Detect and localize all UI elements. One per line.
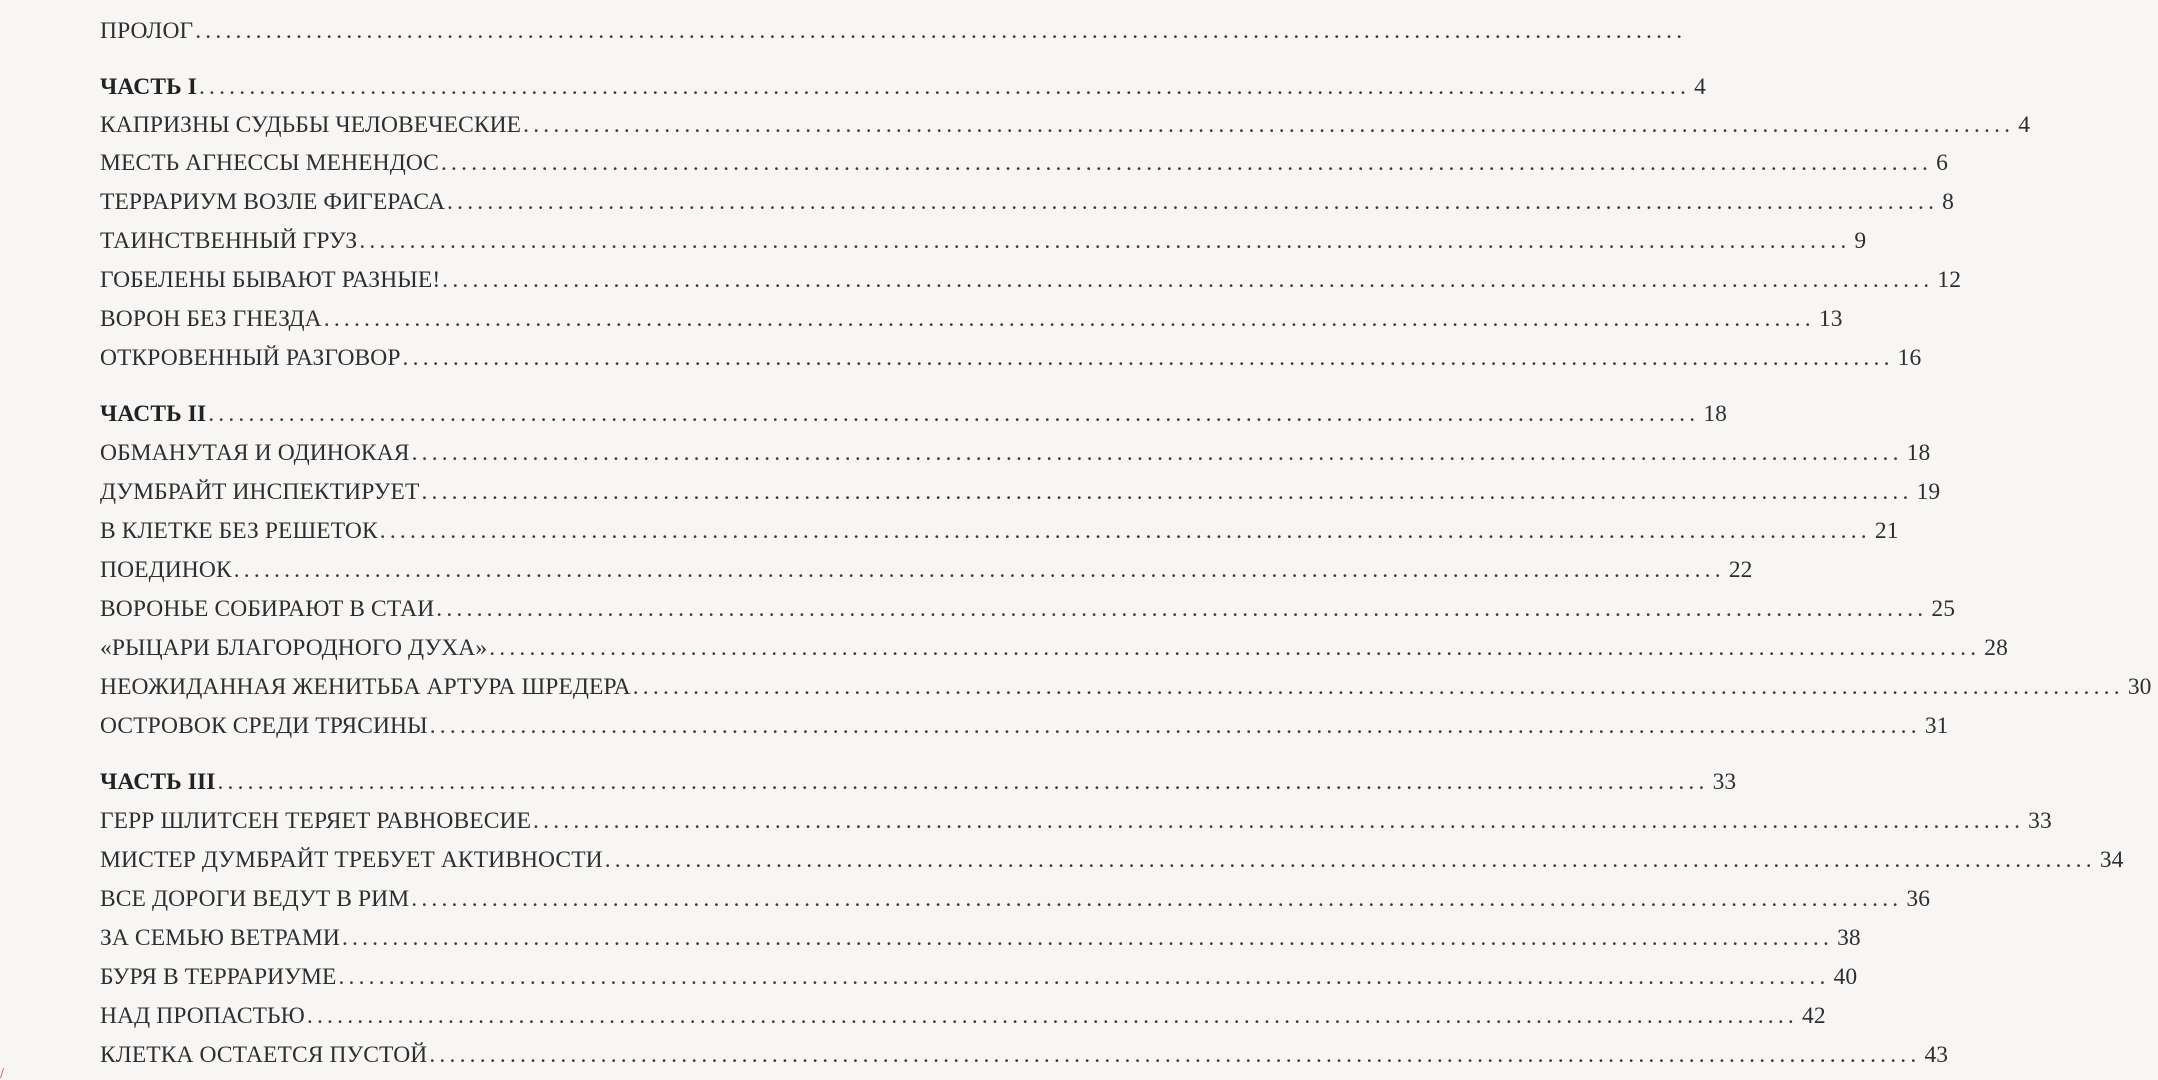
toc-entry bbox=[100, 804, 2052, 838]
toc-entry bbox=[100, 843, 2124, 877]
entry-title: БУРЯ В ТЕРРАРИУМЕ bbox=[100, 964, 337, 990]
toc-entry bbox=[100, 670, 2152, 704]
page-number: 6 bbox=[1936, 150, 1948, 176]
entry-title: ТЕРРАРИУМ ВОЗЛЕ ФИГЕРАСА bbox=[100, 189, 446, 215]
entry-title: ГЕРР ШЛИТСЕН ТЕРЯЕТ РАВНОВЕСИЕ bbox=[100, 808, 532, 834]
entry-title: ЗА СЕМЬЮ ВЕТРАМИ bbox=[100, 925, 340, 951]
entry-title: ВСЕ ДОРОГИ ВЕДУТ В РИМ bbox=[100, 886, 410, 912]
entry-title: НЕОЖИДАННАЯ ЖЕНИТЬБА АРТУРА ШРЕДЕРА bbox=[100, 674, 631, 700]
toc-entry bbox=[100, 436, 1931, 470]
entry-title: НАД ПРОПАСТЬЮ bbox=[100, 1003, 305, 1029]
page-number: 33 bbox=[1712, 769, 1737, 795]
toc-entry bbox=[100, 631, 2008, 665]
page-number: 43 bbox=[1924, 1042, 1949, 1068]
dot-leader bbox=[412, 436, 1903, 470]
toc-entry bbox=[100, 1038, 1949, 1072]
dot-leader bbox=[380, 514, 1871, 548]
toc-entry-prologue bbox=[100, 14, 840, 48]
page-number: 18 bbox=[1703, 401, 1728, 427]
page-number: 25 bbox=[1931, 596, 1956, 622]
entry-title: МЕСТЬ АГНЕССЫ МЕНЕНДОС bbox=[100, 150, 439, 176]
dot-leader bbox=[442, 263, 1933, 297]
toc-entry bbox=[100, 592, 1956, 626]
dot-leader bbox=[411, 882, 1902, 916]
entry-title: МИСТЕР ДУМБРАЙТ ТРЕБУЕТ АКТИВНОСТИ bbox=[100, 847, 603, 873]
toc-entry bbox=[100, 185, 1955, 219]
toc-entry bbox=[100, 709, 1949, 743]
entry-title: ГОБЕЛЕНЫ БЫВАЮТ РАЗНЫЕ! bbox=[100, 267, 441, 293]
toc-entry bbox=[100, 341, 1922, 375]
toc-entry bbox=[100, 224, 1867, 258]
page-number: 18 bbox=[1906, 440, 1931, 466]
entry-title: КЛЕТКА ОСТАЕТСЯ ПУСТОЙ bbox=[100, 1042, 428, 1068]
dot-leader bbox=[307, 999, 1798, 1033]
toc-entry bbox=[100, 514, 1899, 548]
dot-leader bbox=[421, 475, 1912, 509]
toc-entry bbox=[100, 960, 1858, 994]
toc-part-1 bbox=[100, 70, 1706, 104]
dot-leader bbox=[208, 397, 1699, 431]
dot-leader bbox=[489, 631, 1980, 665]
page-number: 4 bbox=[2018, 112, 2031, 138]
toc-entry bbox=[100, 302, 1843, 336]
toc-entry bbox=[100, 108, 2031, 142]
toc-entry bbox=[100, 146, 1948, 180]
page-number: 38 bbox=[1837, 925, 1861, 951]
part-title: ЧАСТЬ III bbox=[100, 769, 216, 795]
entry-title: ДУМБРАЙТ ИНСПЕКТИРУЕТ bbox=[100, 479, 420, 505]
page-number: 34 bbox=[2099, 847, 2124, 873]
entry-title: КАПРИЗНЫ СУДЬБЫ ЧЕЛОВЕЧЕСКИЕ bbox=[100, 112, 522, 138]
page-number: 4 bbox=[1694, 74, 1706, 100]
entry-title: ОБМАНУТАЯ И ОДИНОКАЯ bbox=[100, 440, 410, 466]
page-number: 19 bbox=[1916, 479, 1941, 505]
dot-leader bbox=[447, 185, 1938, 219]
dot-leader bbox=[605, 843, 2096, 877]
dot-leader bbox=[436, 592, 1927, 626]
dot-leader bbox=[429, 1038, 1920, 1072]
toc-entry bbox=[100, 921, 1861, 955]
dot-leader bbox=[523, 108, 2014, 142]
dot-leader bbox=[234, 553, 1725, 587]
entry-title: ВОРОНЬЕ СОБИРАЮТ В СТАИ bbox=[100, 596, 435, 622]
dot-leader bbox=[217, 765, 1708, 799]
page-number: 30 bbox=[2127, 674, 2152, 700]
page-number: 36 bbox=[1906, 886, 1931, 912]
entry-title: ПРОЛОГ bbox=[100, 18, 194, 44]
page-number: 31 bbox=[1924, 713, 1949, 739]
toc-entry bbox=[100, 882, 1931, 916]
toc-part-2 bbox=[100, 397, 1728, 431]
dot-leader bbox=[199, 70, 1690, 104]
entry-title: ПОЕДИНОК bbox=[100, 557, 232, 583]
page-number: 16 bbox=[1897, 345, 1922, 371]
dot-leader bbox=[430, 709, 1921, 743]
page-number: 9 bbox=[1854, 228, 1867, 254]
toc-entry bbox=[100, 553, 1753, 587]
page-number: 21 bbox=[1874, 518, 1899, 544]
dot-leader bbox=[342, 921, 1833, 955]
dot-leader bbox=[324, 302, 1815, 336]
entry-title: ВОРОН БЕЗ ГНЕЗДА bbox=[100, 306, 322, 332]
entry-title: «РЫЦАРИ БЛАГОРОДНОГО ДУХА» bbox=[100, 635, 488, 661]
toc-entry bbox=[100, 999, 1826, 1033]
dot-leader bbox=[338, 960, 1829, 994]
entry-title: ОСТРОВОК СРЕДИ ТРЯСИНЫ bbox=[100, 713, 428, 739]
toc-entry bbox=[100, 475, 1941, 509]
entry-title: В КЛЕТКЕ БЕЗ РЕШЕТОК bbox=[100, 518, 378, 544]
dot-leader bbox=[403, 341, 1894, 375]
toc-part-3 bbox=[100, 765, 1737, 799]
entry-title: ОТКРОВЕННЫЙ РАЗГОВОР bbox=[100, 345, 401, 371]
dot-leader bbox=[633, 670, 2124, 704]
page-number: 33 bbox=[2028, 808, 2052, 834]
part-title: ЧАСТЬ I bbox=[100, 74, 197, 100]
entry-title: ТАИНСТВЕННЫЙ ГРУЗ bbox=[100, 228, 358, 254]
dot-leader bbox=[533, 804, 2024, 838]
toc-entry bbox=[100, 263, 1962, 297]
page-number: 8 bbox=[1942, 189, 1955, 215]
page-number: 12 bbox=[1937, 267, 1962, 293]
page-number: 28 bbox=[1984, 635, 2008, 661]
page-number: 22 bbox=[1728, 557, 1753, 583]
dot-leader bbox=[359, 224, 1850, 258]
edge-mark: / bbox=[0, 1066, 5, 1080]
page-number: 13 bbox=[1818, 306, 1843, 332]
dot-leader bbox=[441, 146, 1932, 180]
dot-leader bbox=[195, 14, 1686, 48]
part-title: ЧАСТЬ II bbox=[100, 401, 207, 427]
page-number: 40 bbox=[1833, 964, 1858, 990]
page-number: 42 bbox=[1802, 1003, 1826, 1029]
